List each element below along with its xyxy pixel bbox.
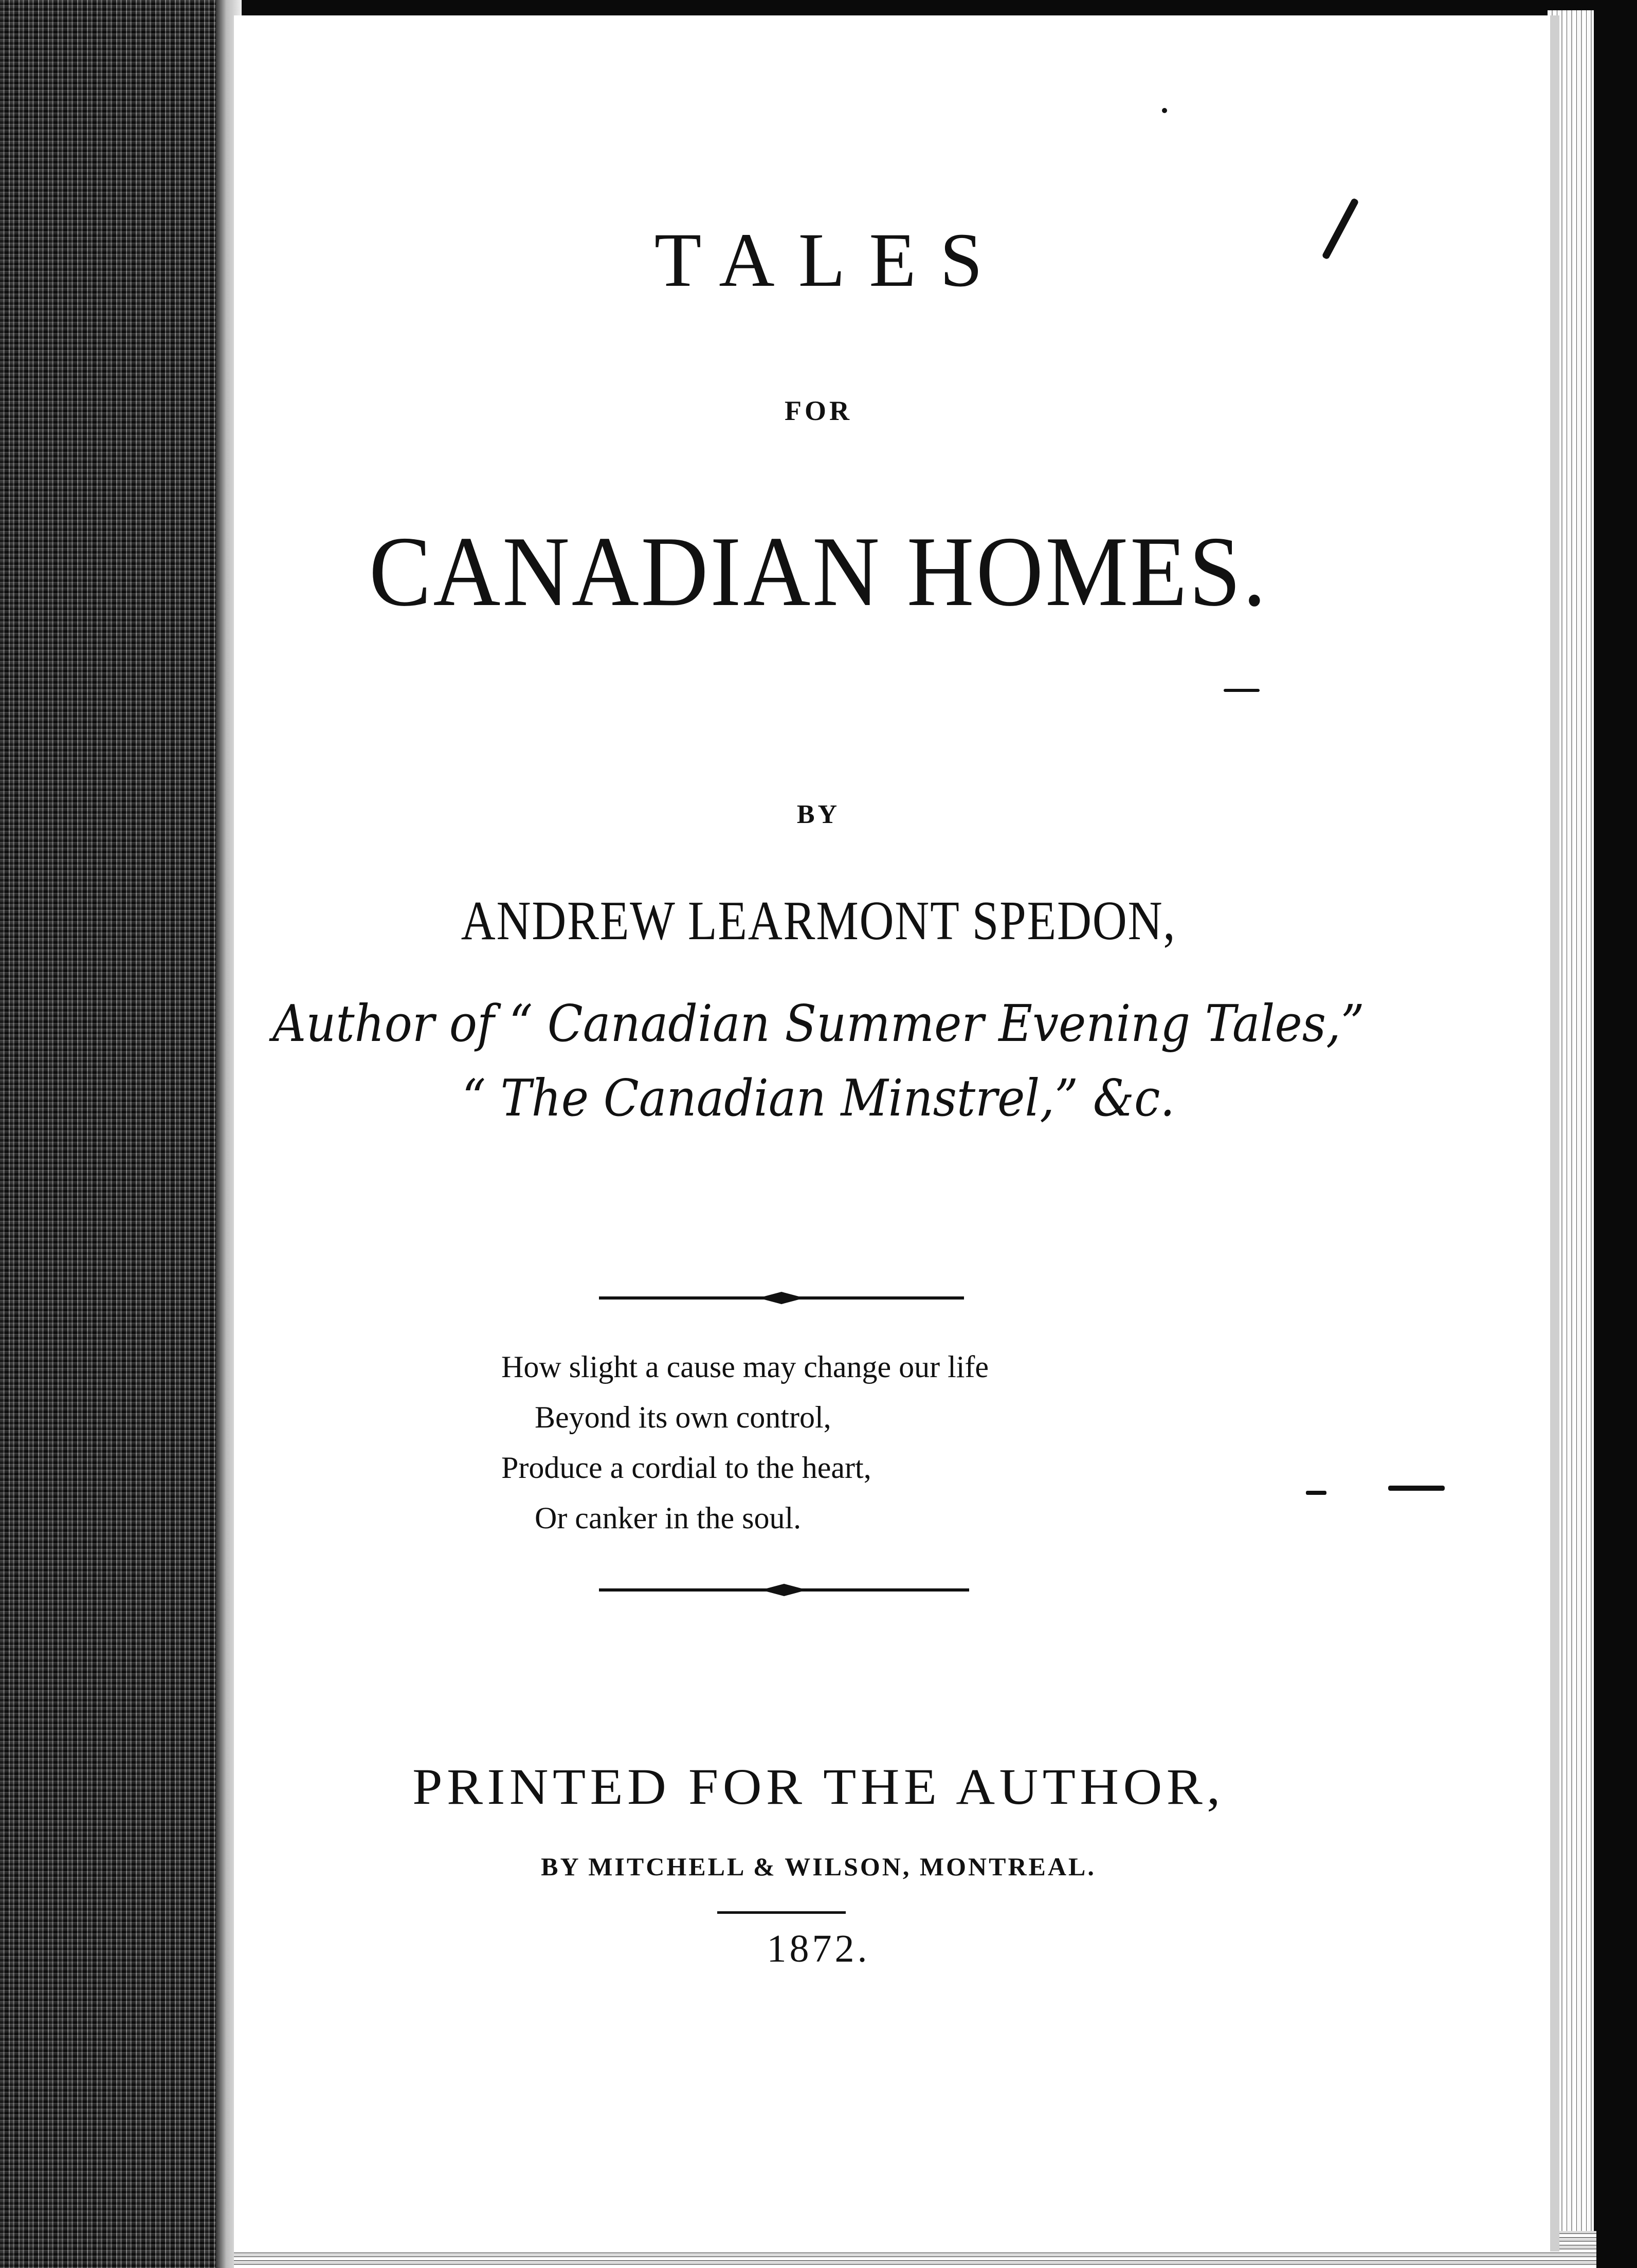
title-page xyxy=(234,15,1559,2252)
scan-speck xyxy=(1162,108,1167,113)
scan-speck xyxy=(1306,1491,1326,1495)
publication-year: 1872. xyxy=(767,1927,870,1970)
printed-for-line: PRINTED FOR THE AUTHOR, xyxy=(412,1758,1225,1815)
byline-label: BY xyxy=(796,800,841,829)
title-for: FOR xyxy=(785,395,852,426)
epigraph-line-2: Beyond its own control, xyxy=(535,1400,831,1434)
ornament-rule-bottom xyxy=(599,1588,969,1592)
printer-line: BY MITCHELL & WILSON, MONTREAL. xyxy=(541,1852,1096,1881)
scan-speck xyxy=(1388,1486,1445,1491)
author-credit-2: “ The Canadian Minstrel,” &c. xyxy=(462,1069,1175,1128)
scan-speck xyxy=(1224,689,1260,692)
title-top: TALES xyxy=(654,217,1007,303)
author-credit-1: Author of “ Canadian Summer Evening Tales,” xyxy=(272,995,1365,1053)
title-main: CANADIAN HOMES. xyxy=(369,516,1268,627)
short-rule xyxy=(717,1911,846,1914)
author-name: ANDREW LEARMONT SPEDON, xyxy=(461,890,1176,952)
epigraph xyxy=(501,1342,989,1543)
epigraph-line-3: Produce a cordial to the heart, xyxy=(501,1451,871,1485)
epigraph-line-1: How slight a cause may change our life xyxy=(501,1350,989,1384)
epigraph-line-4: Or canker in the soul. xyxy=(535,1501,802,1535)
ornament-rule-top xyxy=(599,1296,964,1300)
